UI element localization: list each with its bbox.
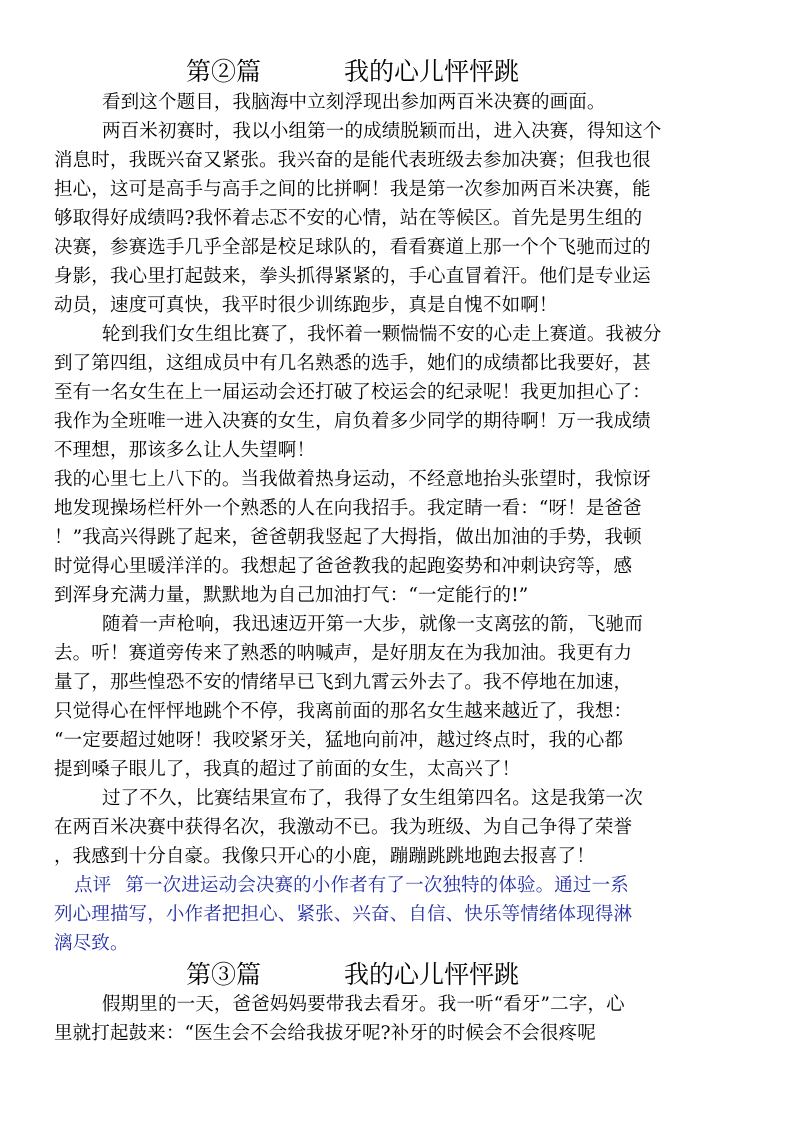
paragraph-line: 看到这个题目，我脑海中立刻浮现出参加两百米决赛的画面。 — [102, 92, 606, 113]
paragraph-line: ！”我高兴得跳了起来，爸爸朝我竖起了大拇指，做出加油的手势，我顿 — [54, 527, 642, 548]
paragraph-line: 地发现操场栏杆外一个熟悉的人在向我招手。我定睛一看：“呀！是爸爸 — [54, 498, 642, 519]
paragraph-line: 过了不久，比赛结果宣布了，我得了女生组第四名。这是我第一次 — [102, 788, 643, 809]
paragraph-line: 到浑身充满力量，默默地为自己加油打气：“一定能行的!” — [54, 585, 529, 606]
paragraph-line: 不理想，那该多么让人失望啊！ — [54, 440, 316, 461]
paragraph-line: 随着一声枪响，我迅速迈开第一大步，就像一支离弦的箭，飞驰而 — [102, 614, 643, 635]
comment-label: 点评 — [74, 875, 112, 896]
comment-line: 漓尽致。 — [54, 933, 129, 954]
paragraph-line: 决赛，参赛选手几乎全部是校足球队的，看看赛道上那一个个飞驰而过的 — [54, 237, 651, 258]
section-number: 第③篇 — [186, 960, 262, 989]
paragraph-line: 担心，这可是高手与高手之间的比拼啊！我是第一次参加两百米决赛，能 — [54, 179, 651, 200]
paragraph-line: 量了，那些惶恐不安的情绪早已飞到九霄云外去了。我不停地在加速， — [54, 672, 633, 693]
comment-line: 列心理描写，小作者把担心、紧张、兴奋、自信、快乐等情绪体现得淋 — [54, 904, 633, 925]
paragraph-line: 我的心里七上八下的。当我做着热身运动，不经意地抬头张望时，我惊讶 — [54, 469, 651, 490]
paragraph-line: 两百米初赛时，我以小组第一的成绩脱颖而出，进入决赛，得知这个 — [102, 121, 662, 142]
paragraph-line: 假期里的一天，爸爸妈妈要带我去看牙。我一听“看牙”二字，心 — [102, 994, 625, 1015]
paragraph-line: 轮到我们女生组比赛了，我怀着一颗惴惴不安的心走上赛道。我被分 — [102, 324, 662, 345]
section-heading: 我的心儿怦怦跳 — [344, 57, 520, 86]
paragraph-line: 动员，速度可真快，我平时很少训练跑步，真是自愧不如啊！ — [54, 295, 558, 316]
paragraph-line: 提到嗓子眼儿了，我真的超过了前面的女生，太高兴了！ — [54, 759, 521, 780]
section-number: 第②篇 — [186, 57, 262, 86]
section-title — [0, 955, 793, 995]
paragraph-line: 我作为全班唯一进入决赛的女生，肩负着多少同学的期待啊！万一我成绩 — [54, 411, 651, 432]
paragraph-line: ，我感到十分自豪。我像只开心的小鹿，蹦蹦跳跳地跑去报喜了！ — [54, 846, 595, 867]
paragraph-line: 时觉得心里暖洋洋的。我想起了爸爸教我的起跑姿势和冲刺诀窍等，感 — [54, 556, 633, 577]
paragraph-line: 够取得好成绩吗?我怀着忐忑不安的心情，站在等候区。首先是男生组的 — [54, 208, 643, 229]
comment-text: 第一次进运动会决赛的小作者有了一次独特的体验。通过一系 — [125, 875, 629, 896]
paragraph-line: “一定要超过她呀！我咬紧牙关，猛地向前冲，越过终点时，我的心都 — [54, 730, 624, 751]
paragraph-line: 到了第四组，这组成员中有几名熟悉的选手，她们的成绩都比我要好，甚 — [54, 353, 651, 374]
paragraph-line: 身影，我心里打起鼓来，拳头抓得紧紧的，手心直冒着汗。他们是专业运 — [54, 266, 651, 287]
paragraph-line: 在两百米决赛中获得名次，我激动不已。我为班级、为自己争得了荣誉 — [54, 817, 633, 838]
paragraph-line: 消息时，我既兴奋又紧张。我兴奋的是能代表班级去参加决赛；但我也很 — [54, 150, 651, 171]
comment-first-line — [74, 871, 745, 900]
paragraph-line: 里就打起鼓来：“医生会不会给我拔牙呢?补牙的时候会不会很疼呢 — [54, 1023, 596, 1044]
section-heading: 我的心儿怦怦跳 — [344, 960, 520, 989]
paragraph-line: 去。听！赛道旁传来了熟悉的呐喊声，是好朋友在为我加油。我更有力 — [54, 643, 633, 664]
paragraph-line: 至有一名女生在上一届运动会还打破了校运会的纪录呢！我更加担心了： — [54, 382, 651, 403]
section-title — [0, 52, 793, 92]
paragraph-line: 只觉得心在怦怦地跳个不停，我离前面的那名女生越来越近了，我想： — [54, 701, 633, 722]
